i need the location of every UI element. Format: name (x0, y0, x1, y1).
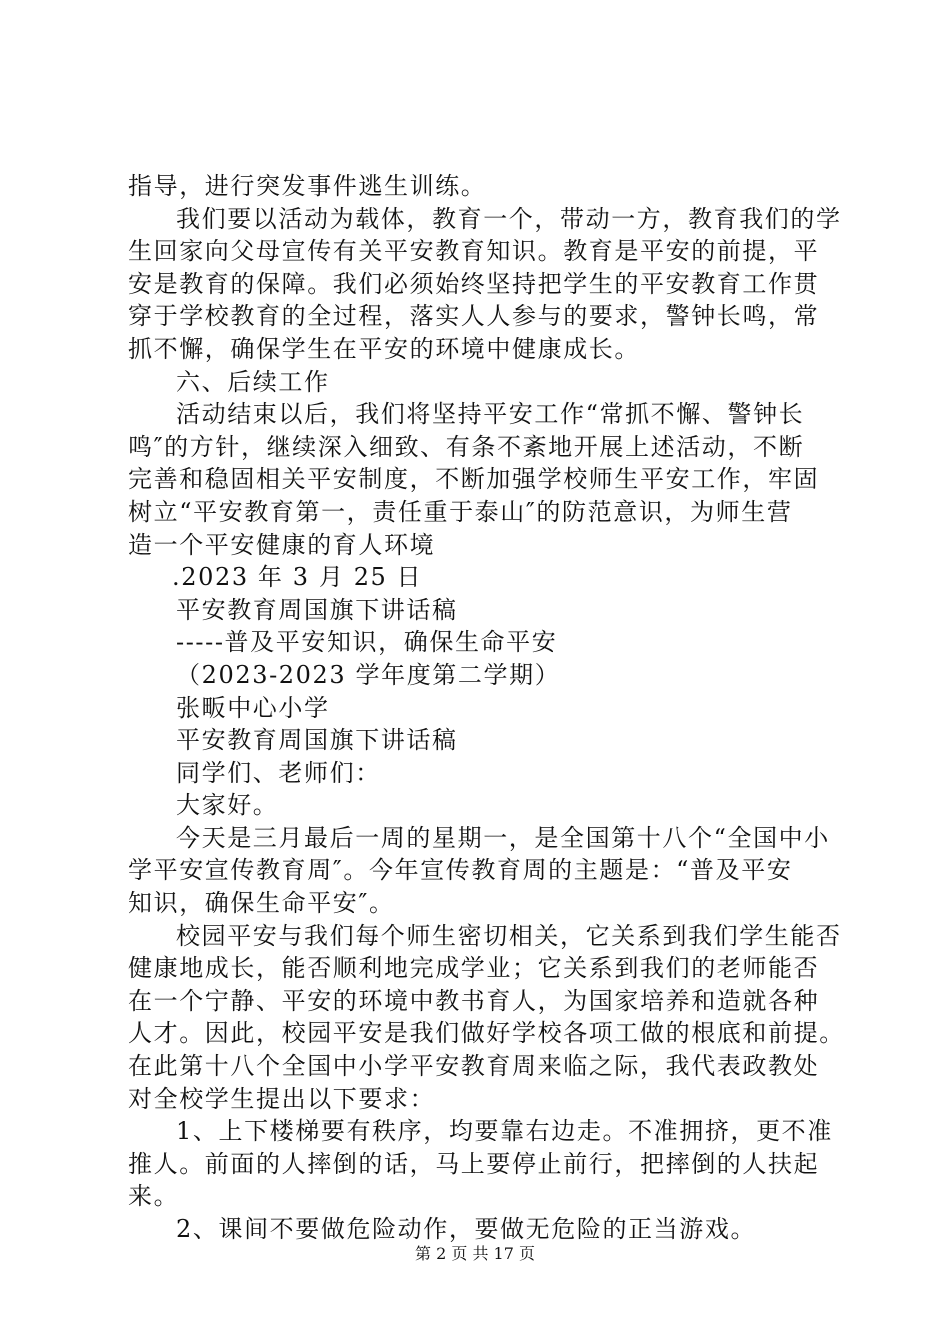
text-line: 学平安宣传教育周″。今年宣传教育周的主题是：“普及平安 (128, 856, 793, 885)
text-line: 鸣″的方针，继续深入细致、有条不紊地开展上述活动，不断 (128, 432, 805, 461)
list-item-start: 2、课间不要做危险动作，要做无危险的正当游戏。 (176, 1215, 757, 1243)
paragraph-start: 活动结束以后，我们将坚持平安工作“常抓不懈、警钟长 (176, 400, 805, 429)
salutation: 同学们、老师们： (176, 758, 381, 787)
speech-title: 平安教育周国旗下讲话稿 (176, 595, 458, 624)
text-line: 知识，确保生命平安″。 (128, 889, 395, 918)
text-line: 在一个宁静、平安的环境中教书育人，为国家培养和造就各种 (128, 986, 820, 1015)
text-line: 安是教育的保障。我们必须始终坚持把学生的平安教育工作贯 (128, 269, 820, 298)
text-line: 完善和稳固相关平安制度，不断加强学校师生平安工作，牢固 (128, 465, 820, 494)
paragraph-start: 校园平安与我们每个师生密切相关，它关系到我们学生能否 (176, 921, 842, 950)
document-body (128, 170, 845, 1246)
speech-subtitle: -----普及平安知识，确保生命平安 (176, 628, 558, 657)
semester-line: （2023-2023 学年度第二学期） (176, 660, 561, 689)
greeting: 大家好。 (176, 791, 279, 820)
list-item-start: 1、上下楼梯要有秩序，均要靠右边走。不准拥挤，更不准 (176, 1117, 833, 1146)
text-line: 在此第十八个全国中小学平安教育周来临之际，我代表政教处 (128, 1052, 820, 1081)
school-name: 张畈中心小学 (176, 693, 330, 722)
page-footer: 第 2 页 共 17 页 (415, 1244, 535, 1263)
text-line: 健康地成长，能否顺利地完成学业；它关系到我们的老师能否 (128, 954, 820, 983)
text-line: 抓不懈，确保学生在平安的环境中健康成长。 (128, 334, 640, 363)
text-line: 树立“平安教育第一，责任重于泰山″的防范意识，为师生营 (128, 497, 793, 526)
text-line: 指导，进行突发事件逃生训练。 (128, 172, 487, 200)
date-line: .2023 年 3 月 25 日 (172, 563, 423, 592)
text-line: 生回家向父母宣传有关平安教育知识。教育是平安的前提，平 (128, 237, 820, 266)
text-line: 来。 (128, 1182, 180, 1211)
paragraph-start: 今天是三月最后一周的星期一，是全国第十八个“全国中小 (176, 823, 830, 852)
text-line: 穿于学校教育的全过程，落实人人参与的要求，警钟长鸣，常 (128, 302, 820, 331)
speech-title: 平安教育周国旗下讲话稿 (176, 726, 458, 755)
paragraph-start: 我们要以活动为载体，教育一个，带动一方，教育我们的学 (176, 204, 842, 233)
text-line: 对全校学生提出以下要求： (128, 1084, 436, 1113)
section-heading: 六、后续工作 (176, 367, 330, 396)
text-line: 推人。前面的人摔倒的话，马上要停止前行，把摔倒的人扶起 (128, 1149, 820, 1178)
text-line: 造一个平安健康的育人环境 (128, 530, 436, 559)
text-line: 人才。因此，校园平安是我们做好学校各项工做的根底和前提。 (128, 1019, 845, 1048)
